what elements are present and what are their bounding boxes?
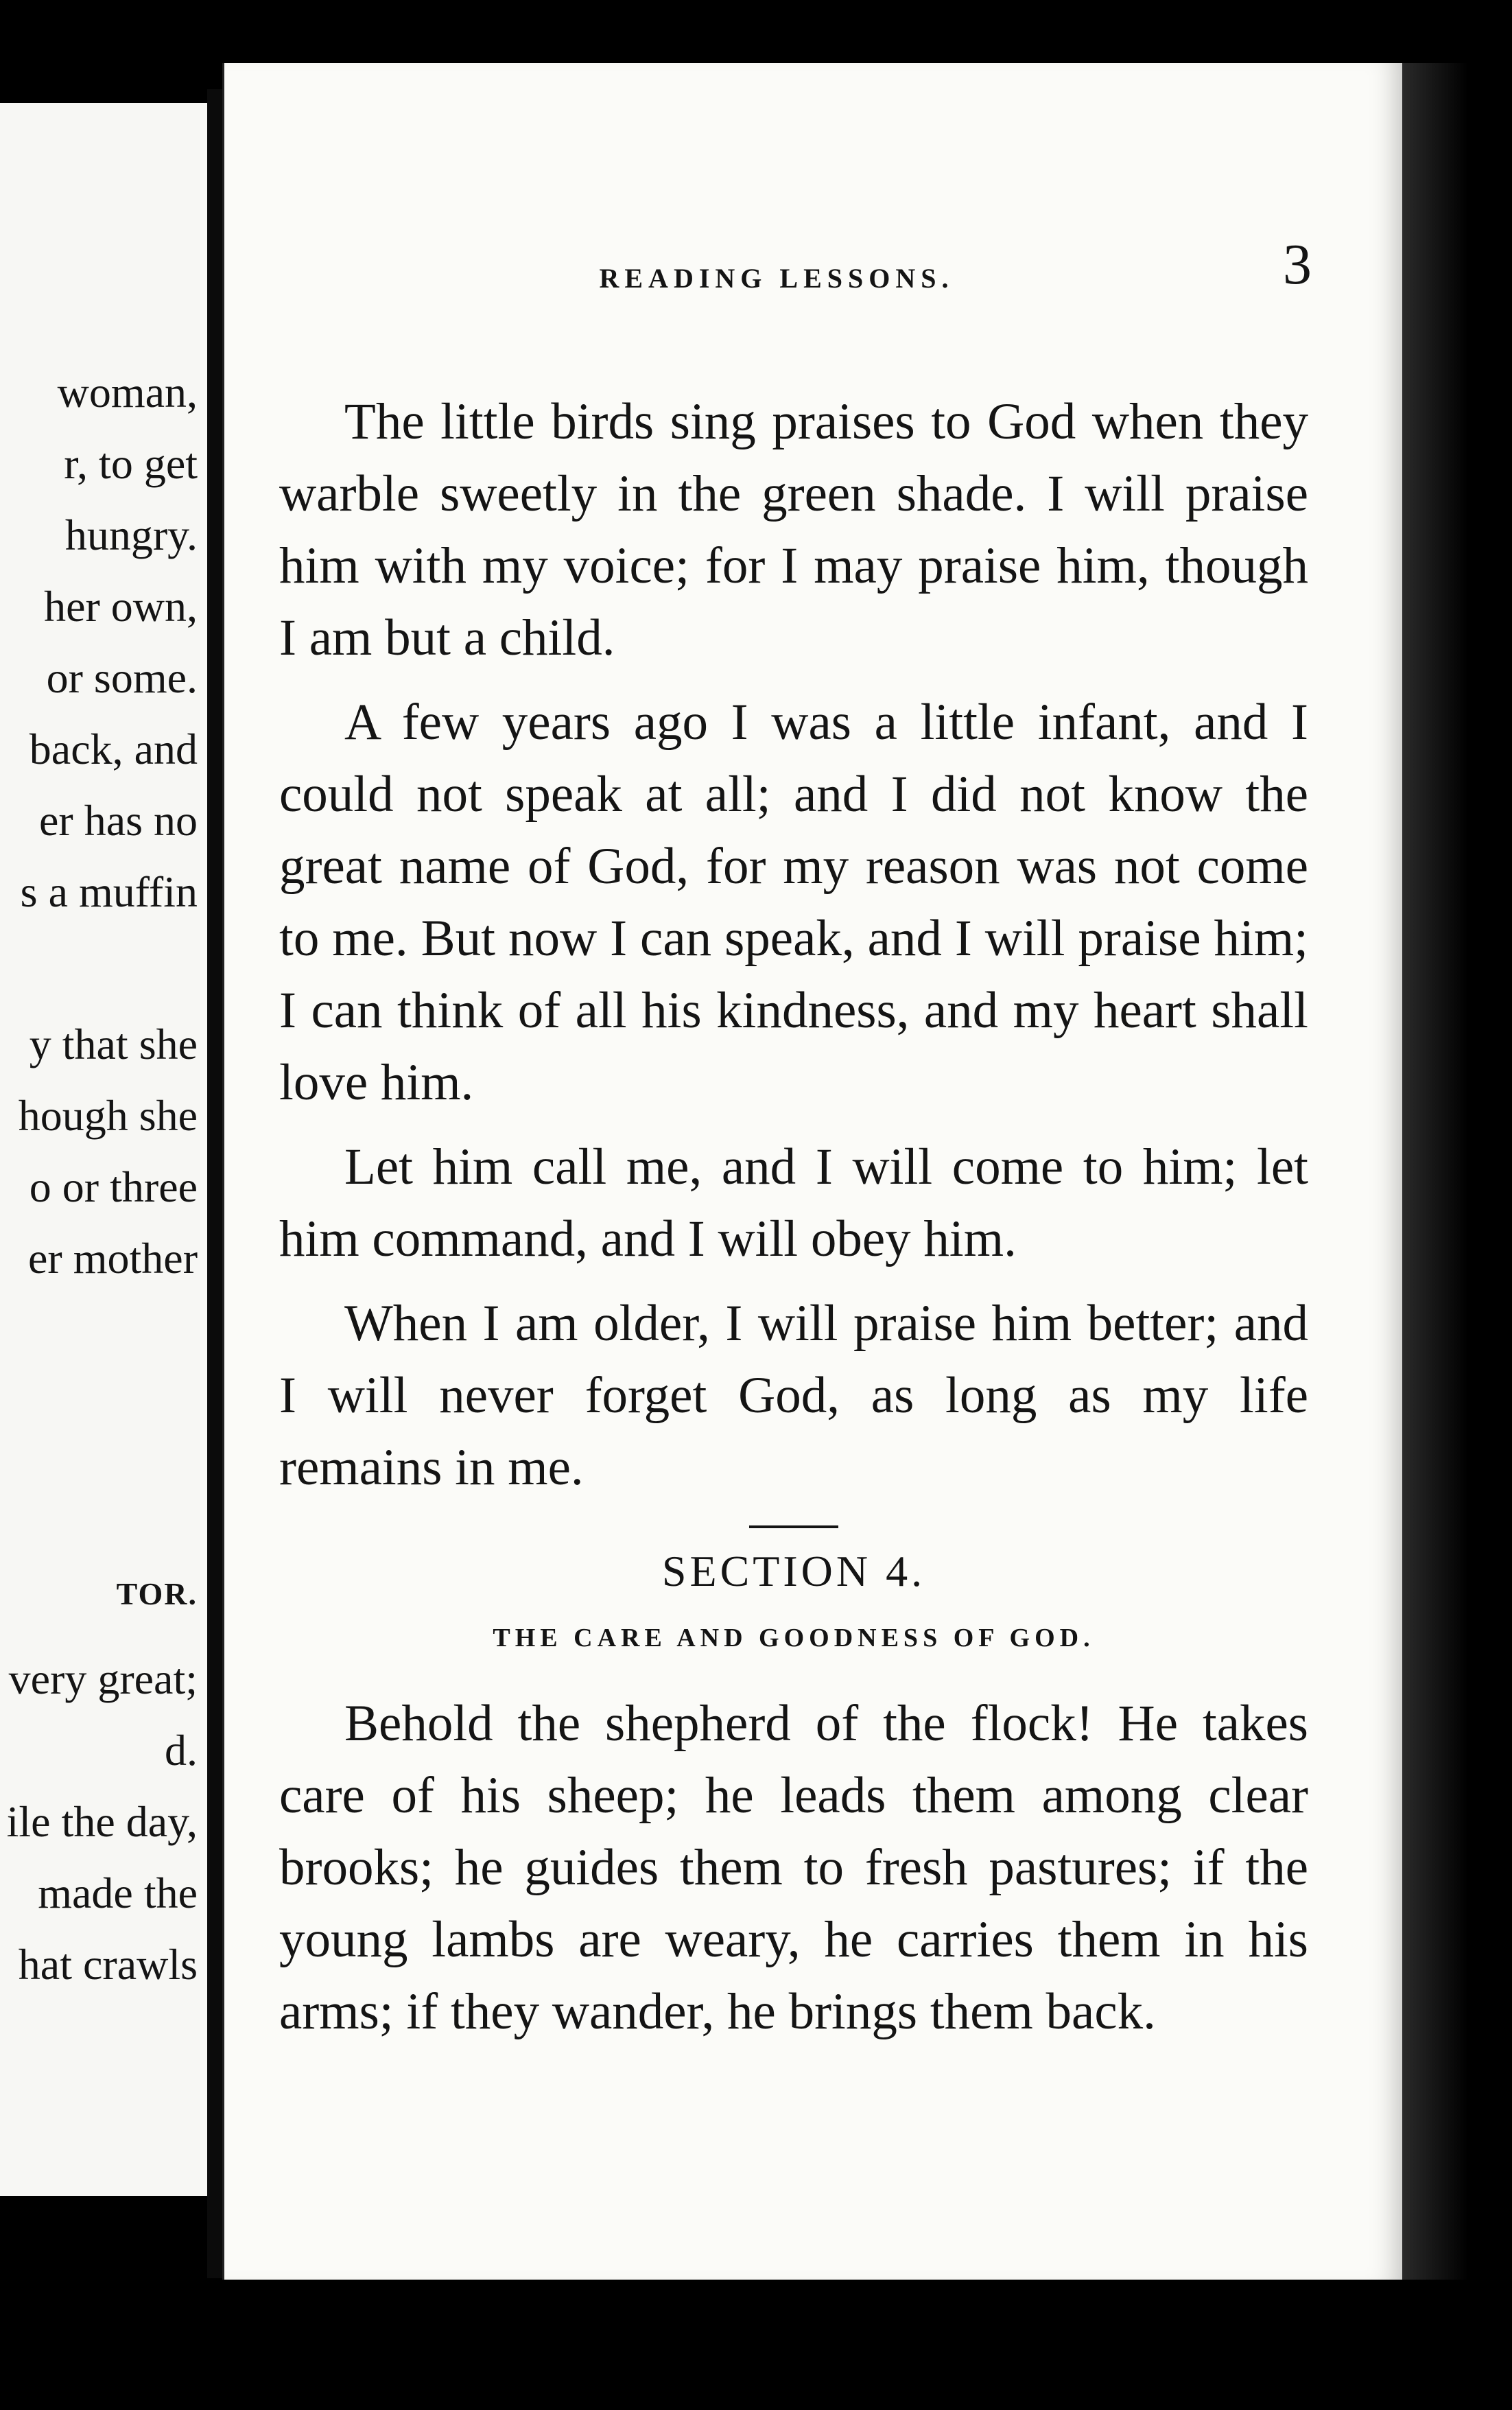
left-line: hat crawls (18, 1940, 198, 1989)
page-number: 3 (1283, 233, 1312, 296)
left-line: back, and (29, 725, 198, 773)
left-line: hough she (18, 1091, 198, 1140)
left-line: or some. (46, 653, 198, 702)
left-line: her own, (44, 582, 198, 631)
left-line: o or three (29, 1162, 198, 1211)
left-line: very great; (8, 1654, 198, 1703)
section-heading: SECTION 4. (661, 1547, 926, 1595)
paragraph: A few years ago I was a little infant, and I could not speak at all; and I did not know the great name of God, for my reason was not come to me. But now I can speak, and I will praise him; I can think of all his kindness, and my heart shall love him. (279, 694, 1308, 1111)
paragraph: The little birds sing praises to God when they warble sweetly in the green shade. I will praise him with my voice; for I may praise him, though I am but a child. (279, 393, 1308, 666)
page-edge-shadow (1402, 63, 1512, 2280)
section-subheading: THE CARE AND GOODNESS OF GOD. (493, 1624, 1095, 1653)
left-line: ile the day, (6, 1797, 198, 1846)
paragraph: When I am older, I will praise him better; and I will never forget God, as long as my life remains in me. (279, 1295, 1308, 1496)
body-text (279, 386, 1308, 2060)
right-page (222, 63, 1404, 2280)
running-head: READING LESSONS. (599, 263, 954, 294)
section-divider (749, 1525, 838, 1528)
left-line: er has no (38, 796, 198, 845)
left-line: made the (38, 1869, 198, 1917)
left-line: er mother (28, 1234, 198, 1283)
paragraph: Let him call me, and I will come to him; let him command, and I will obey him. (279, 1138, 1308, 1267)
left-line: woman, (57, 368, 198, 417)
book-gutter (207, 89, 222, 2278)
left-line: hungry. (64, 511, 198, 559)
left-line: y that she (29, 1020, 198, 1068)
left-line: r, to get (64, 439, 198, 488)
left-line: d. (165, 1726, 198, 1775)
left-line: TOR. (116, 1576, 198, 1611)
left-line: s a muffin (20, 867, 198, 916)
paragraph: Behold the shepherd of the flock! He takes care of his sheep; he leads them among clear brooks; he guides them to fresh pastures; if the young lambs are weary, he carries them in his arms; if they wander, he brings them back. (279, 1695, 1308, 2041)
left-page-fragment (0, 103, 207, 2196)
